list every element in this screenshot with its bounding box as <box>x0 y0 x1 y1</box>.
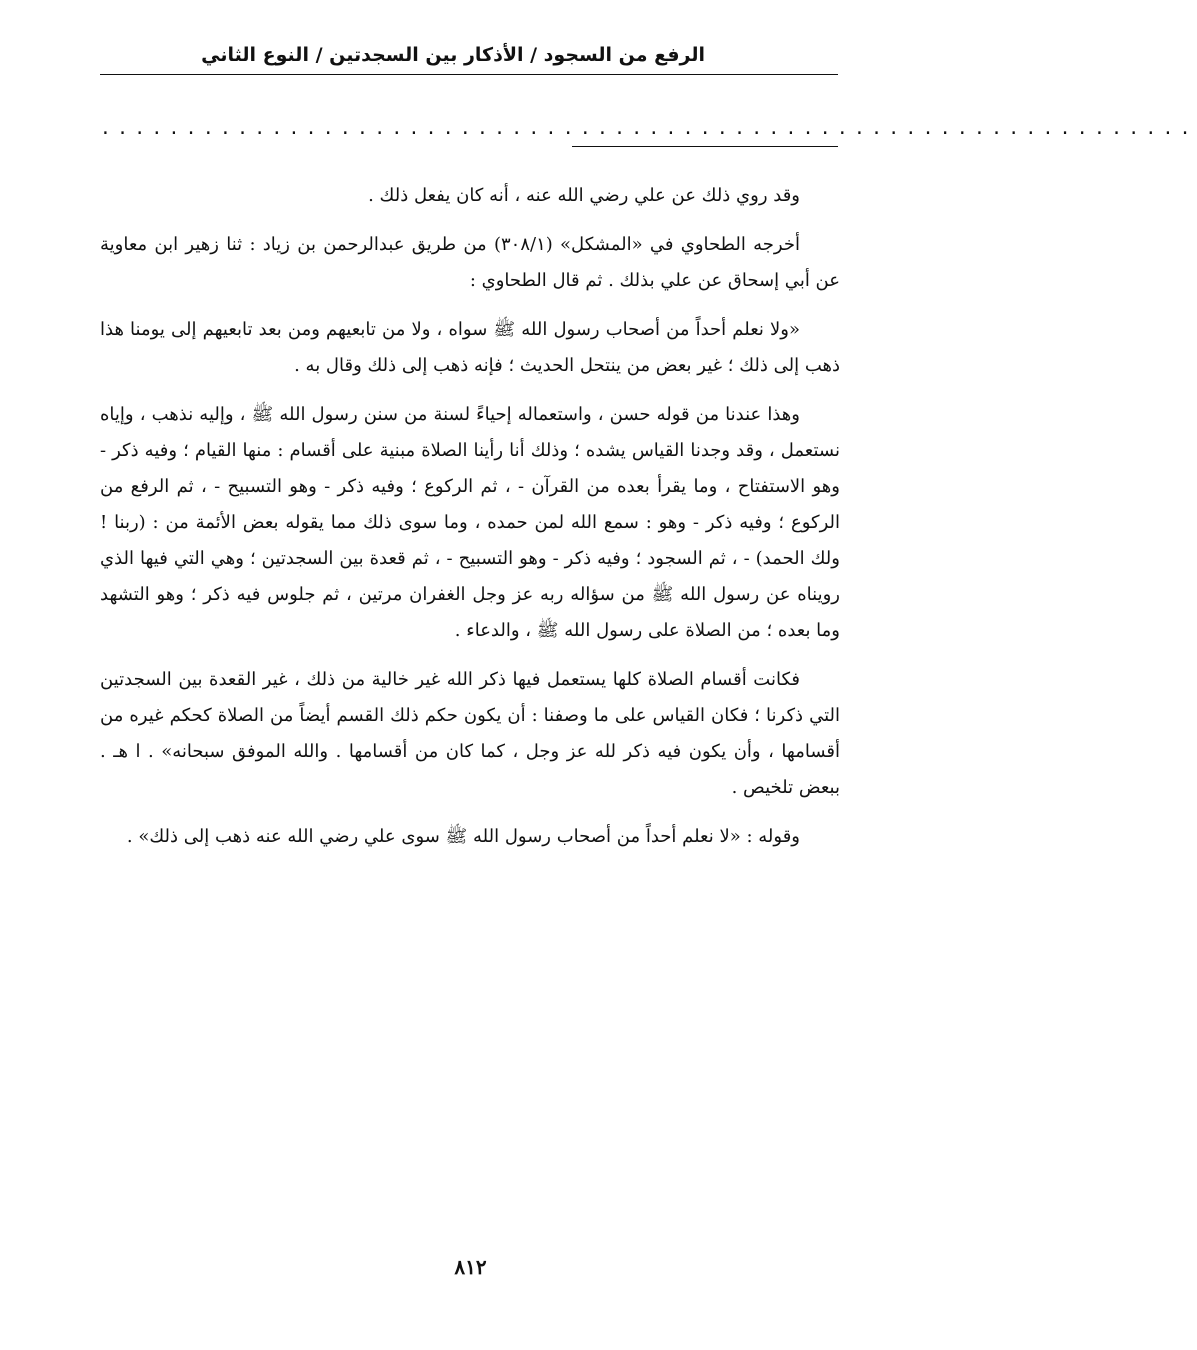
paragraph-1: وقد روي ذلك عن علي رضي الله عنه ، أنه كان يفعل ذلك . <box>368 185 800 206</box>
paragraph-5: فكانت أقسام الصلاة كلها يستعمل فيها ذكر الله غير خالية من ذلك ، غير القعدة بين السجدتين التي ذكرنا ؛ فكان القياس على ما وصفنا : أن يكون حكم ذلك القسم أيضاً من الصلاة كحكم غيره من أقسامها ، وأن يكون فيه ذكر لله عز وجل ، كما كان من أقسامها . والله الموفق سبحانه» . ا هـ . ببعض تلخيص . <box>100 669 840 798</box>
paragraph-4: وهذا عندنا من قوله حسن ، واستعماله إحياءً لسنة من سنن رسول الله ﷺ ، وإليه نذهب ، وإياه نستعمل ، وقد وجدنا القياس يشده ؛ وذلك أنا رأينا الصلاة مبنية على أقسام : منها القيام ؛ وفيه ذكر - وهو الاستفتاح ، وما يقرأ بعده من القرآن - ، ثم الركوع ؛ وفيه ذكر - وهو التسبيح - ، ثم الرفع من الركوع ؛ وفيه ذكر - وهو : سمع الله لمن حمده ، وما سوى ذلك مما يقوله بعض الأئمة من : (ربنا ! ولك الحمد) - ، ثم السجود ؛ وفيه ذكر - وهو التسبيح - ، ثم قعدة بين السجدتين ؛ وهي التي فيها الذي رويناه عن رسول الله ﷺ من سؤاله ربه عز وجل الغفران مرتين ، ثم جلوس فيه ذكر ؛ وهو التشهد وما بعده ؛ من الصلاة على رسول الله ﷺ ، والدعاء . <box>100 404 840 641</box>
paragraph-3-quote: «ولا نعلم أحداً من أصحاب رسول الله ﷺ سواه ، ولا من تابعيهم ومن بعد تابعيهم إلى يومنا هذا ذهب إلى ذلك ؛ غير بعض من ينتحل الحديث ؛ فإنه ذهب إلى ذلك وقال به . <box>100 319 840 376</box>
main-text-block <box>100 178 840 868</box>
paragraph-2: أخرجه الطحاوي في «المشكل» (٣٠٨/١) من طريق عبدالرحمن بن زياد : ثنا زهير ابن معاوية عن أبي إسحاق عن علي بذلك . ثم قال الطحاوي : <box>100 234 840 291</box>
paragraph-6: وقوله : «لا نعلم أحداً من أصحاب رسول الله ﷺ سوى علي رضي الله عنه ذهب إلى ذلك» . <box>126 826 800 847</box>
page-number: ٨١٢ <box>454 1255 487 1279</box>
header-rule <box>100 74 838 75</box>
dotted-separator: ................................................................ <box>100 118 1197 139</box>
short-separator-rule <box>572 146 838 147</box>
running-header-title: الرفع من السجود / الأذكار بين السجدتين / النوع الثاني <box>201 44 705 66</box>
